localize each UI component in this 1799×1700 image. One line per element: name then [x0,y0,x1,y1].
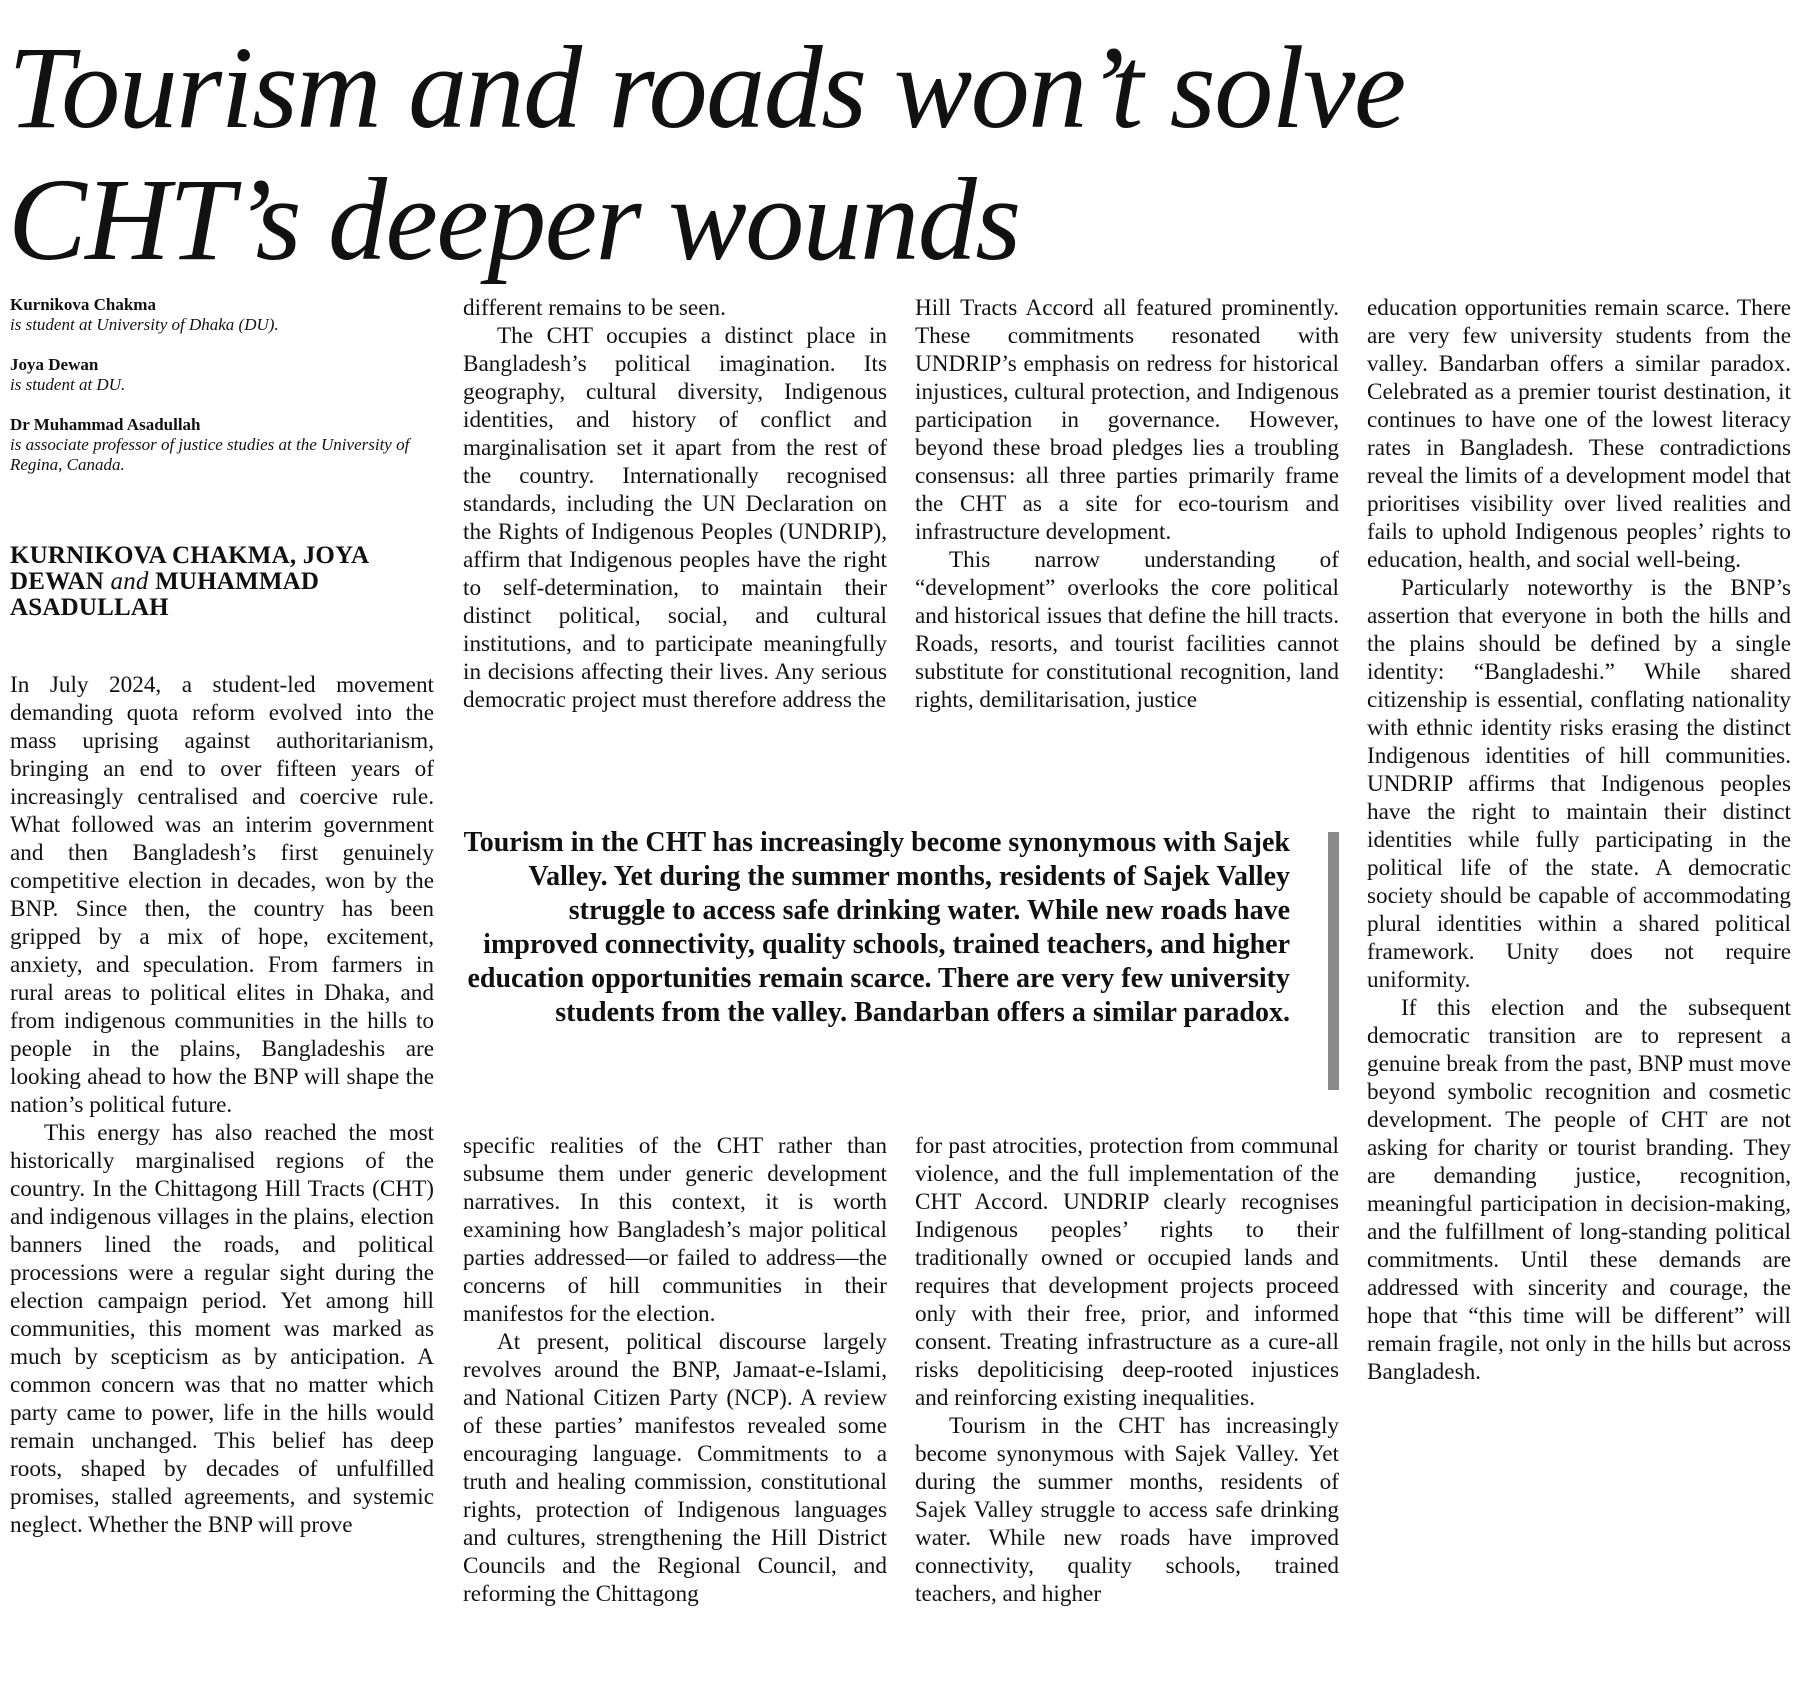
column-2-top [463,294,887,714]
headline-line-1: Tourism and roads won’t solve [8,22,1405,153]
author-description: is associate professor of justice studies at the University of Regina, Canada. [10,435,410,474]
paragraph: The CHT occupies a distinct place in Bangladesh’s political imagination. Its geography, cultural diversity, Indigenous identities, and history of conflict and marginalisation set it apart from the rest of the country. Internationally recognised standards, including the UN Declaration on the Rights of Indigenous Peoples (UNDRIP), affirm that Indigenous peoples have the right to self-determination, to maintain their distinct political, social, and cultural institutions, and to participate meaningfully in decisions affecting their lives. Any serious democratic project must therefore address the [463,323,887,713]
column-3-bottom [915,1132,1339,1608]
paragraph: Particularly noteworthy is the BNP’s assertion that everyone in both the hills and the plains should be defined by a single identity: “Bangladeshi.” While shared citizenship is essential, conflating nationality with ethnic identity risks erasing the distinct Indigenous identities of hill communities. UNDRIP affirms that Indigenous peoples have the right to maintain their distinct identities while fully participating in the political life of the state. A democratic society should be capable of accommodating plural identities within a shared political framework. Unity does not require uniformity. [1367,575,1791,993]
author-info [10,295,440,495]
byline-part-1: KURNIKOVA CHAKMA, JOYA DEWAN [10,542,368,595]
byline-part-2: MUHAMMAD ASADULLAH [10,568,320,621]
paragraph: Tourism in the CHT has increasingly become synonymous with Sajek Valley. Yet during the summer months, residents of Sajek Valley struggle to access safe drinking water. While new roads have improved connectivity, quality schools, trained teachers, and higher [915,1413,1339,1607]
headline [8,22,1788,286]
paragraph: Hill Tracts Accord all featured prominently. These commitments resonated with UNDRIP’s emphasis on redress for historical injustices, cultural protection, and Indigenous participation in governance. However, beyond these broad pledges lies a troubling consensus: all three parties primarily frame the CHT as a site for eco-tourism and infrastructure development. [915,295,1339,545]
author-entry [10,355,440,395]
paragraph: This energy has also reached the most historically marginalised regions of the country. In the Chittagong Hill Tracts (CHT) and indigenous villages in the plains, election banners lined the roads, and political processions were a regular sight during the election campaign period. Yet among hill communities, this moment was marked as much by scepticism as by anticipation. A common concern was that no matter which party came to power, life in the hills would remain unchanged. This belief has deep roots, shaped by decades of unfulfilled promises, stalled agreements, and systemic neglect. Whether the BNP will prove [10,1120,434,1538]
paragraph: for past atrocities, protection from communal violence, and the full implementation of the CHT Accord. UNDRIP clearly recognises Indigenous peoples’ rights to their traditionally owned or occupied lands and requires that development projects proceed only with their free, prior, and informed consent. Treating infrastructure as a cure-all risks depoliticising deep-rooted injustices and reinforcing existing inequalities. [915,1133,1339,1411]
byline [10,543,430,621]
paragraph: education opportunities remain scarce. There are very few university students from the valley. Bandarban offers a similar paradox. Celebrated as a premier tourist destination, it continues to have one of the lowest literacy rates in Bangladesh. These contradictions reveal the limits of a development model that prioritises visibility over lived realities and fails to uphold Indigenous peoples’ rights to education, health, and social well-being. [1367,295,1791,573]
author-entry [10,295,440,335]
author-name: Joya Dewan [10,355,99,374]
column-2-bottom [463,1132,887,1608]
headline-line-2: CHT’s deeper wounds [8,154,1020,285]
paragraph: different remains to be seen. [463,295,726,321]
pull-quote-bar [1328,832,1339,1090]
paragraph: specific realities of the CHT rather than subsume them under generic development narratives. In this context, it is worth examining how Bangladesh’s major political parties addressed—or failed to address—the concerns of hill communities in their manifestos for the election. [463,1133,887,1327]
byline-and: and [110,568,149,595]
column-1 [10,671,434,1539]
author-name: Dr Muhammad Asadullah [10,415,201,434]
author-name: Kurnikova Chakma [10,295,156,314]
author-description: is student at DU. [10,375,126,394]
pull-quote: Tourism in the CHT has increasingly become synonymous with Sajek Valley. Yet during the summer months, residents of Sajek Valley struggle to access safe drinking water. While new roads have improved connectivity, quality schools, trained teachers, and higher education opportunities remain scarce. There are very few university students from the valley. Bandarban offers a similar paradox. [463,827,1290,1028]
paragraph: At present, political discourse largely revolves around the BNP, Jamaat-e-Islami, and National Citizen Party (NCP). A review of these parties’ manifestos revealed some encouraging language. Commitments to a truth and healing commission, constitutional rights, protection of Indigenous languages and cultures, strengthening the Hill District Councils and the Regional Council, and reforming the Chittagong [463,1329,887,1607]
column-4 [1367,294,1791,1386]
column-3-top [915,294,1339,714]
paragraph: In July 2024, a student-led movement demanding quota reform evolved into the mass uprising against authoritarianism, bringing an end to over fifteen years of increasingly centralised and coercive rule. What followed was an interim government and then Bangladesh’s first genuinely competitive election in decades, won by the BNP. Since then, the country has been gripped by a mix of hope, excitement, anxiety, and speculation. From farmers in rural areas to political elites in Dhaka, and from indigenous communities in the hills to people in the plains, Bangladeshis are looking ahead to how the BNP will shape the nation’s political future. [10,672,434,1118]
author-entry [10,415,440,475]
paragraph: If this election and the subsequent democratic transition are to represent a genuine break from the past, BNP must move beyond symbolic recognition and cosmetic development. The people of CHT are not asking for charity or tourist branding. They are demanding justice, recognition, meaningful participation in decision-making, and the fulfillment of long-standing political commitments. Until these demands are addressed with sincerity and courage, the hope that “this time will be different” will remain fragile, not only in the hills but across Bangladesh. [1367,995,1791,1385]
paragraph: This narrow understanding of “development” overlooks the core political and historical issues that define the hill tracts. Roads, resorts, and tourist facilities cannot substitute for constitutional recognition, land rights, demilitarisation, justice [915,547,1339,713]
author-description: is student at University of Dhaka (DU). [10,315,279,334]
